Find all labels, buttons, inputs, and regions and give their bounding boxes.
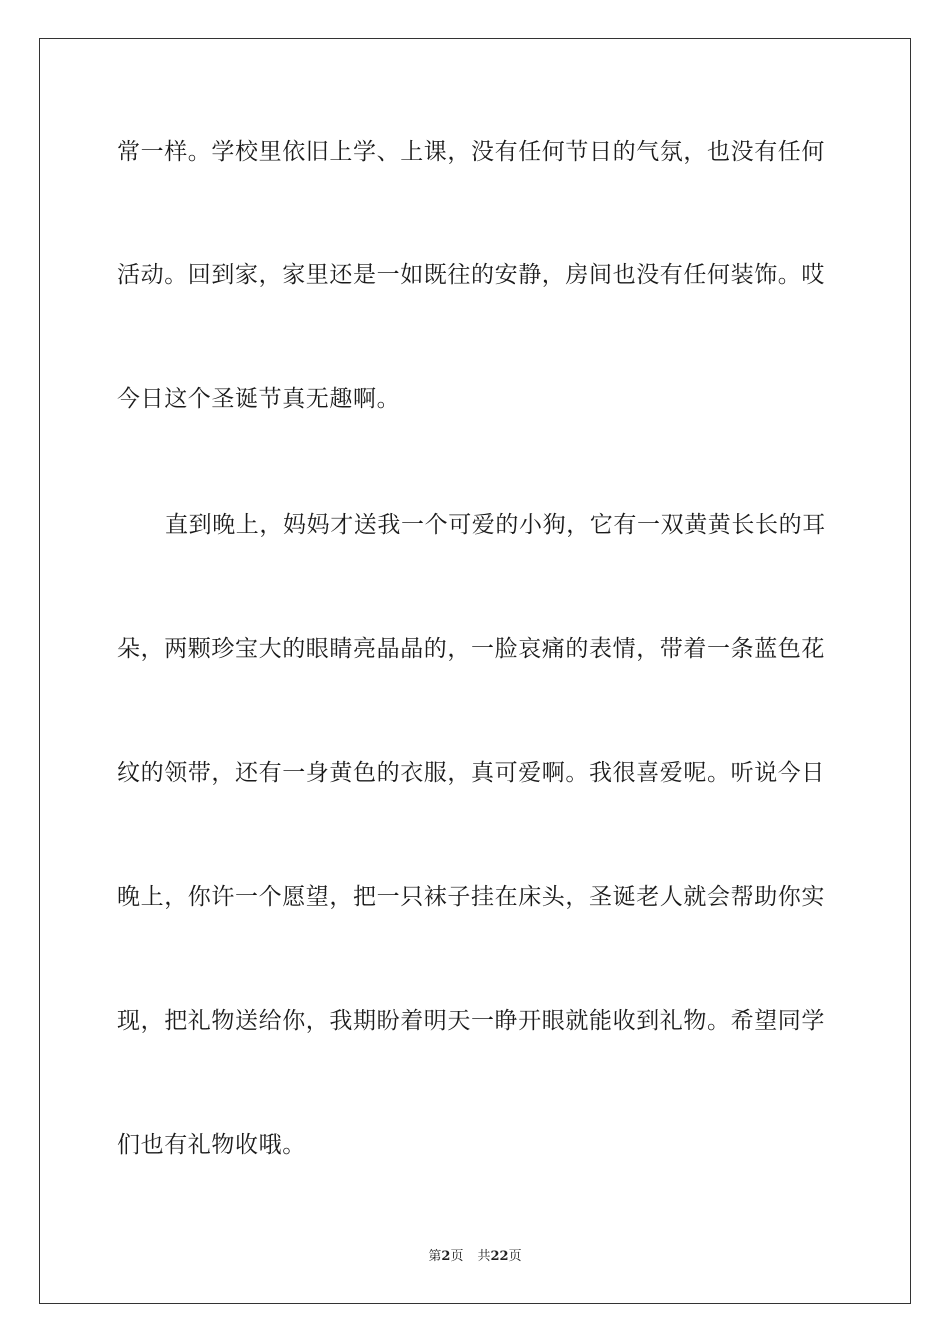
body-text-line: 晚上，你许一个愿望，把一只袜子挂在床头，圣诞老人就会帮助你实 <box>117 884 825 910</box>
body-text-line: 们也有礼物收哦。 <box>117 1132 306 1158</box>
body-text-line: 今日这个圣诞节真无趣啊。 <box>117 386 401 412</box>
page-suffix: 页 <box>450 1249 464 1264</box>
body-text-line: 纹的领带，还有一身黄色的衣服，真可爱啊。我很喜爱呢。听说今日 <box>117 760 825 786</box>
page-border <box>39 38 911 1304</box>
body-text-line: 常一样。学校里依旧上学、上课，没有任何节日的气氛，也没有任何 <box>117 139 825 165</box>
body-text-line: 活动。回到家，家里还是一如既往的安静，房间也没有任何装饰。哎 <box>117 262 825 288</box>
page-number: 2 <box>441 1249 451 1264</box>
body-text-line: 现，把礼物送给你，我期盼着明天一睁开眼就能收到礼物。希望同学 <box>117 1008 825 1034</box>
total-prefix: 共 <box>477 1249 491 1264</box>
body-text-line: 朵，两颗珍宝大的眼睛亮晶晶的，一脸哀痛的表情，带着一条蓝色花 <box>117 636 825 662</box>
total-pages: 22 <box>490 1249 509 1264</box>
page-footer <box>0 1248 950 1266</box>
paragraph-first-line: 直到晚上，妈妈才送我一个可爱的小狗，它有一双黄黄长长的耳 <box>165 512 826 538</box>
total-suffix: 页 <box>508 1249 522 1264</box>
page-prefix: 第 <box>428 1249 442 1264</box>
